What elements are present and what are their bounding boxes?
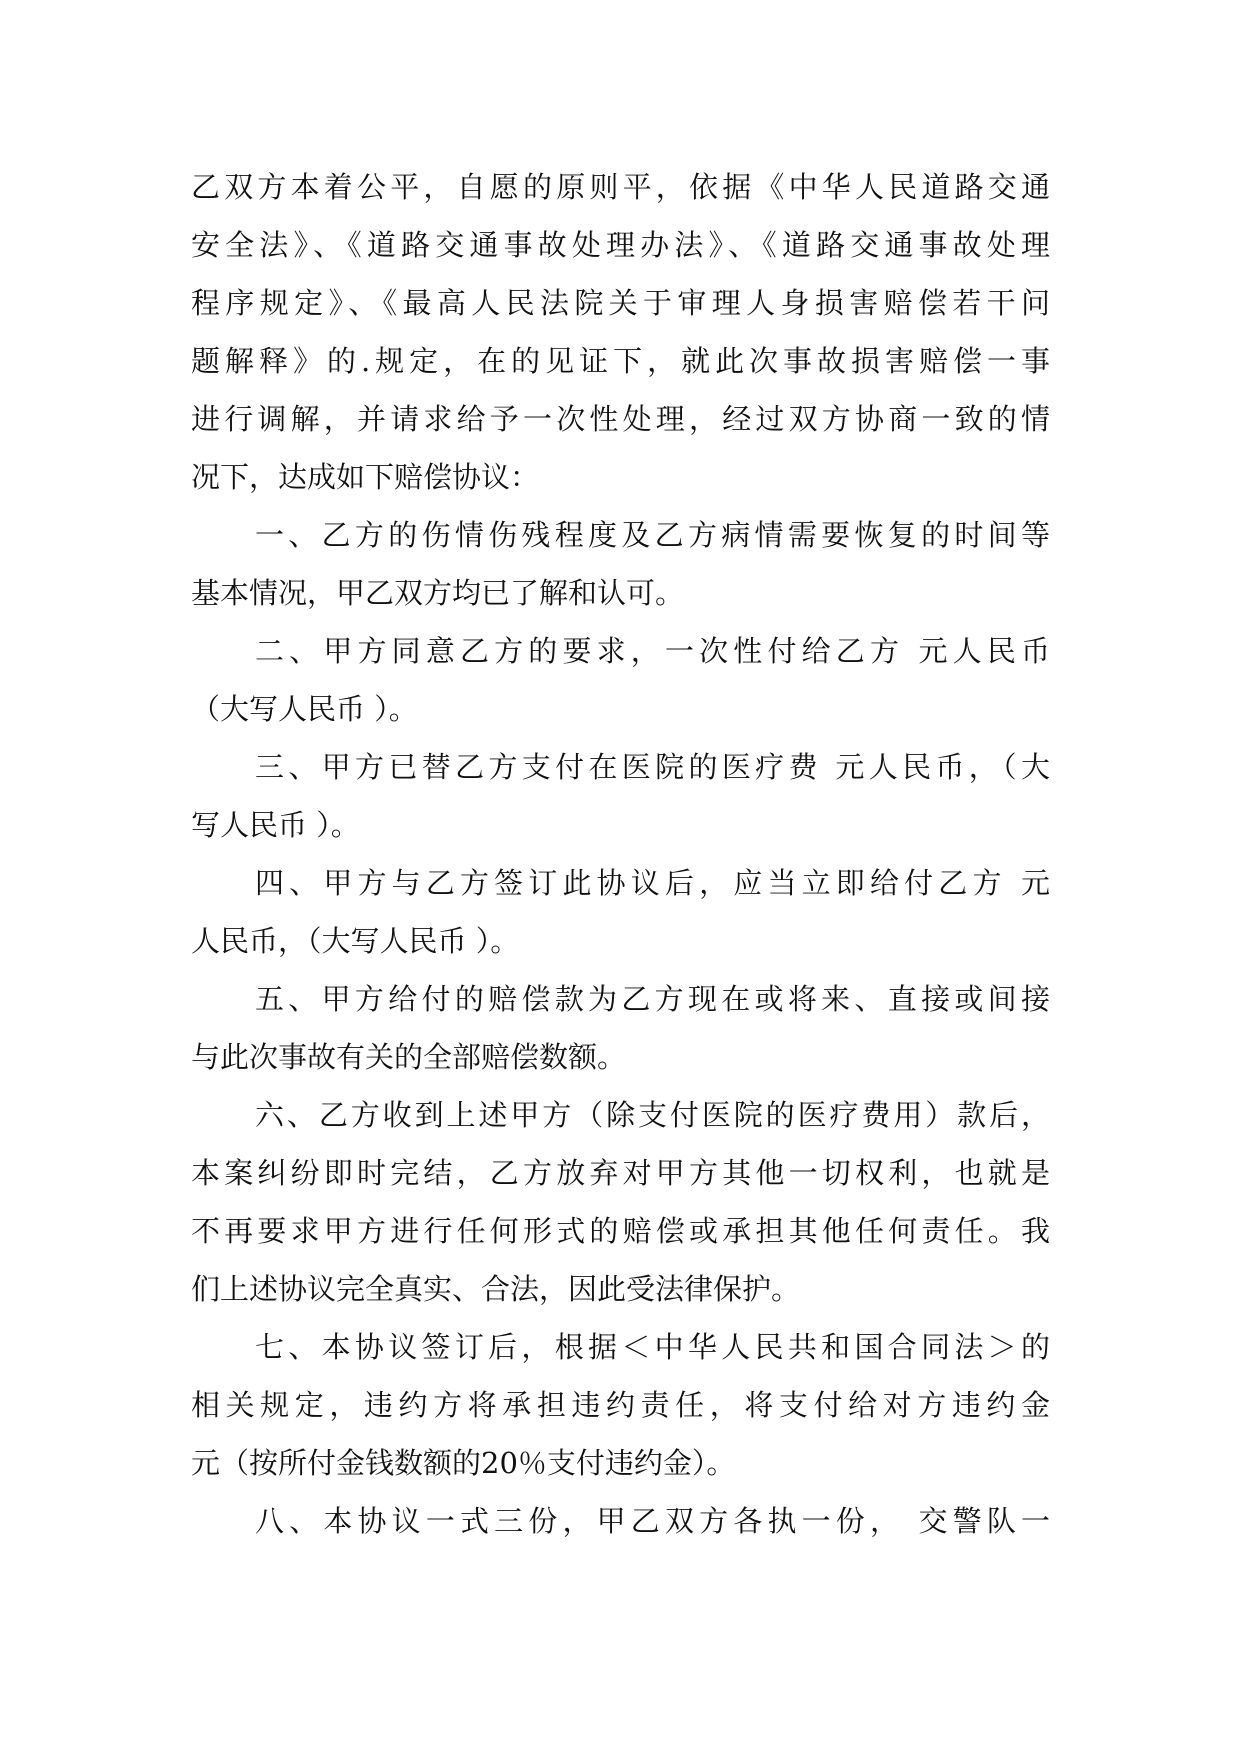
clause-6-line: 六、乙方收到上述甲方（除支付医院的医疗费用）款后， <box>255 1098 1050 1132</box>
document-body <box>191 158 1050 1550</box>
clause-4-line: 人民币，（大写人民币 ）。 <box>191 924 520 958</box>
clause-1-line: 基本情况，甲乙双方均已了解和认可。 <box>191 576 685 610</box>
clause-7-line: 相关规定，违约方将承担违约责任，将支付给对方违约金 <box>191 1388 1050 1422</box>
text-line: 进行调解，并请求给予一次性处理，经过双方协商一致的情 <box>191 402 1050 436</box>
text-line: 乙双方本着公平，自愿的原则平，依据《中华人民道路交通 <box>191 170 1050 204</box>
clause-6-line: 们上述协议完全真实、合法，因此受法律保护。 <box>191 1272 801 1306</box>
clause-6-line: 不再要求甲方进行任何形式的赔偿或承担其他任何责任。我 <box>191 1214 1050 1248</box>
clause-5-line: 五、甲方给付的赔偿款为乙方现在或将来、直接或间接 <box>255 982 1050 1016</box>
text-line: 题解释》的.规定，在的见证下，就此次事故损害赔偿一事 <box>191 344 1050 378</box>
text-line: 况下，达成如下赔偿协议： <box>191 460 540 494</box>
clause-8-line: 八、本协议一式三份，甲乙双方各执一份， 交警队一 <box>255 1504 1050 1538</box>
text-line: 程序规定》、《最高人民法院关于审理人身损害赔偿若干问 <box>191 286 1050 320</box>
clause-1-line: 一、乙方的伤情伤残程度及乙方病情需要恢复的时间等 <box>255 518 1050 552</box>
clause-3-line: 写人民币 ）。 <box>191 808 360 842</box>
clause-3-line: 三、甲方已替乙方支付在医院的医疗费 元人民币，（大 <box>255 750 1050 784</box>
clause-5-line: 与此次事故有关的全部赔偿数额。 <box>191 1040 627 1074</box>
text-line: 安全法》、《道路交通事故处理办法》、《道路交通事故处理 <box>191 228 1050 262</box>
clause-7-line: 元（按所付金钱数额的20％支付违约金）。 <box>191 1446 736 1480</box>
clause-7-line: 七、本协议签订后，根据＜中华人民共和国合同法＞的 <box>255 1330 1050 1364</box>
clause-2-line: 二、甲方同意乙方的要求，一次性付给乙方 元人民币 <box>255 634 1050 668</box>
clause-6-line: 本案纠纷即时完结，乙方放弃对甲方其他一切权利，也就是 <box>191 1156 1050 1190</box>
clause-4-line: 四、甲方与乙方签订此协议后，应当立即给付乙方 元 <box>255 866 1050 900</box>
clause-2-line: （大写人民币 ）。 <box>191 692 418 726</box>
